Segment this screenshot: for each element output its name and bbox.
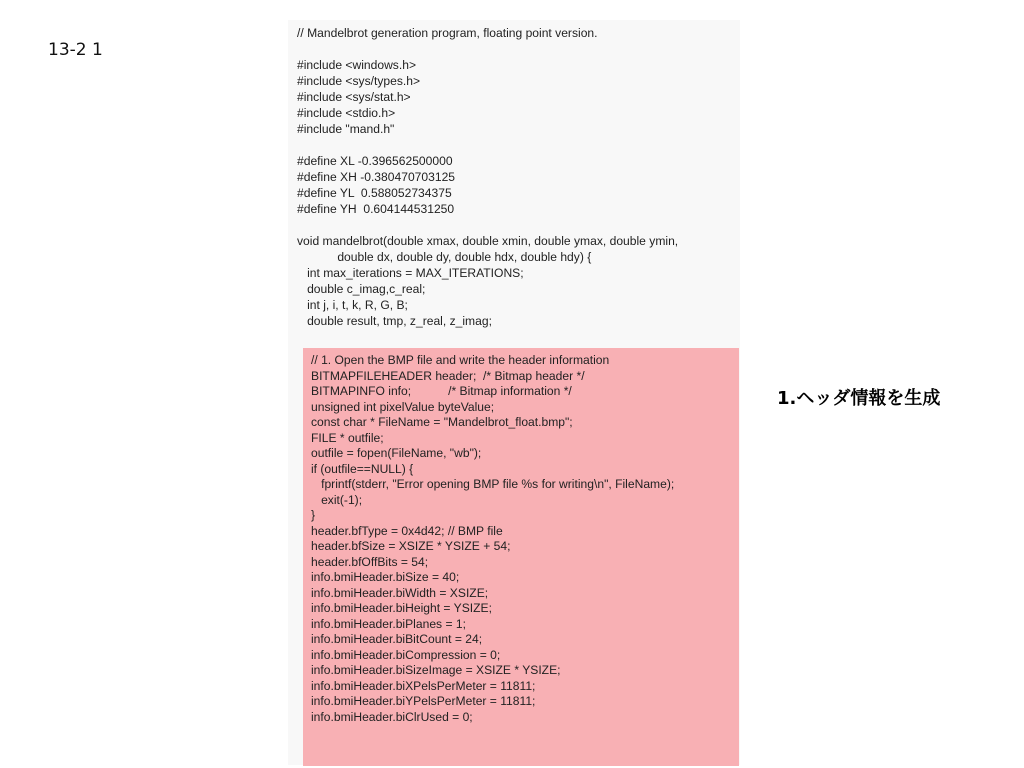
slide-number: 13-2 1: [48, 40, 103, 60]
code-line: #define XL -0.396562500000: [297, 154, 453, 168]
code-line: int j, i, t, k, R, G, B;: [297, 298, 408, 312]
highlighted-code-line: info.bmiHeader.biBitCount = 24;: [311, 632, 483, 646]
highlighted-code-line: FILE * outfile;: [311, 431, 384, 445]
highlighted-code-line: info.bmiHeader.biHeight = YSIZE;: [311, 601, 492, 615]
code-line: double c_imag,c_real;: [297, 282, 426, 296]
highlighted-code-line: if (outfile==NULL) {: [311, 462, 414, 476]
highlighted-code-line: info.bmiHeader.biXPelsPerMeter = 11811;: [311, 679, 536, 693]
highlighted-code-line: info.bmiHeader.biCompression = 0;: [311, 648, 501, 662]
callout-label: 1.ヘッダ情報を生成: [777, 388, 941, 409]
code-line: double dx, double dy, double hdx, double hdy) {: [297, 250, 592, 264]
highlighted-code-line: info.bmiHeader.biClrUsed = 0;: [311, 710, 473, 724]
highlighted-code-line: outfile = fopen(FileName, "wb");: [311, 446, 482, 460]
code-line: #include "mand.h": [297, 122, 395, 136]
highlighted-code-line: }: [311, 508, 316, 522]
highlighted-code-line: info.bmiHeader.biSizeImage = XSIZE * YSIZE;: [311, 663, 561, 677]
code-line: #include <stdio.h>: [297, 106, 396, 120]
code-line: #define XH -0.380470703125: [297, 170, 456, 184]
highlighted-code-line: header.bfSize = XSIZE * YSIZE + 54;: [311, 539, 511, 553]
highlighted-code-line: BITMAPFILEHEADER header; /* Bitmap header */: [311, 369, 585, 383]
highlighted-code-line: BITMAPINFO info; /* Bitmap information */: [311, 384, 572, 398]
code-line: #define YL 0.588052734375: [297, 186, 452, 200]
highlighted-code-line: header.bfOffBits = 54;: [311, 555, 429, 569]
highlighted-code-line: fprintf(stderr, "Error opening BMP file %s for writing\n", FileName);: [311, 477, 675, 491]
code-line: #include <sys/stat.h>: [297, 90, 411, 104]
code-line: void mandelbrot(double xmax, double xmin, double ymax, double ymin,: [297, 234, 679, 248]
highlighted-code-line: const char * FileName = "Mandelbrot_float.bmp";: [311, 415, 573, 429]
highlighted-code-line: info.bmiHeader.biYPelsPerMeter = 11811;: [311, 694, 536, 708]
highlighted-code-line: info.bmiHeader.biWidth = XSIZE;: [311, 586, 489, 600]
highlighted-code-line: exit(-1);: [311, 493, 363, 507]
code-line: #include <windows.h>: [297, 58, 417, 72]
code-line: int max_iterations = MAX_ITERATIONS;: [297, 266, 524, 280]
highlighted-code-line: // 1. Open the BMP file and write the header information: [311, 353, 610, 367]
highlighted-code-line: unsigned int pixelValue byteValue;: [311, 400, 495, 414]
highlighted-code-line: header.bfType = 0x4d42; // BMP file: [311, 524, 503, 538]
code-line: #include <sys/types.h>: [297, 74, 421, 88]
code-line: #define YH 0.604144531250: [297, 202, 455, 216]
code-line: // Mandelbrot generation program, floating point version.: [297, 26, 598, 40]
highlighted-code-line: info.bmiHeader.biSize = 40;: [311, 570, 460, 584]
highlighted-code-line: info.bmiHeader.biPlanes = 1;: [311, 617, 466, 631]
code-line: double result, tmp, z_real, z_imag;: [297, 314, 492, 328]
